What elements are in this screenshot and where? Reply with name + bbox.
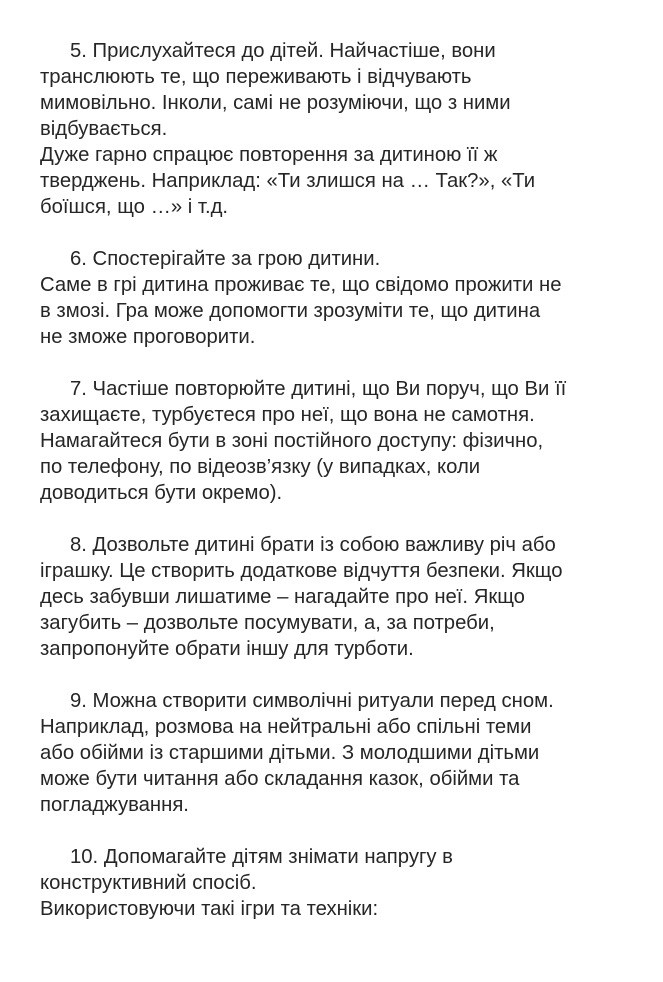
text-line: Дуже гарно спрацює повторення за дитиною її ж (40, 144, 498, 166)
tip-7 (40, 376, 640, 506)
text-line: відбувається. (40, 118, 168, 140)
text-line: або обійми із старшими дітьми. З молодшими дітьми (40, 742, 540, 764)
tip-5 (40, 38, 640, 220)
text-line: іграшку. Це створить додаткове відчуття безпеки. Якщо (40, 560, 563, 582)
text-line: запропонуйте обрати іншу для турботи. (40, 638, 414, 660)
tip-6 (40, 246, 640, 350)
text-line: не зможе проговорити. (40, 326, 256, 348)
text-line: доводиться бути окремо). (40, 482, 283, 504)
text-line: погладжування. (40, 794, 189, 816)
text-line: загубить – дозвольте посумувати, а, за потреби, (40, 612, 495, 634)
text-line: в змозі. Гра може допомогти зрозуміти те, що дитина (40, 300, 541, 322)
text-line: захищаєте, турбуєтеся про неї, що вона не самотня. (40, 404, 535, 426)
tip-9 (40, 688, 640, 818)
text-line: Наприклад, розмова на нейтральні або спільні теми (40, 716, 532, 738)
tip-heading: 9. Можна створити символічні ритуали перед сном. (70, 690, 554, 712)
text-line: може бути читання або складання казок, обійми та (40, 768, 520, 790)
tip-heading: 8. Дозвольте дитині брати із собою важливу річ або (70, 534, 556, 556)
text-line: транслюють те, що переживають і відчувають (40, 66, 472, 88)
text-line: десь забувши лишатиме – нагадайте про неї. Якщо (40, 586, 525, 608)
tip-8 (40, 532, 640, 662)
text-line: конструктивний спосіб. (40, 872, 257, 894)
text-line: по телефону, по відеозв’язку (у випадках, коли (40, 456, 481, 478)
tip-10 (40, 844, 640, 922)
text-line: Намагайтеся бути в зоні постійного доступу: фізично, (40, 430, 544, 452)
document-page (40, 38, 640, 948)
tip-heading: 10. Допомагайте дітям знімати напругу в (70, 846, 453, 868)
text-line: Використовуючи такі ігри та техніки: (40, 898, 379, 920)
text-line: мимовільно. Інколи, самі не розуміючи, що з ними (40, 92, 511, 114)
tip-heading: 7. Частіше повторюйте дитині, що Ви поруч, що Ви її (70, 378, 567, 400)
tip-heading: 5. Прислухайтеся до дітей. Найчастіше, вони (70, 40, 496, 62)
text-line: тверджень. Наприклад: «Ти злишся на … Так?», «Ти (40, 170, 536, 192)
tip-heading: 6. Спостерігайте за грою дитини. (70, 248, 381, 270)
text-line: боїшся, що …» і т.д. (40, 196, 229, 218)
text-line: Саме в грі дитина проживає те, що свідомо прожити не (40, 274, 562, 296)
